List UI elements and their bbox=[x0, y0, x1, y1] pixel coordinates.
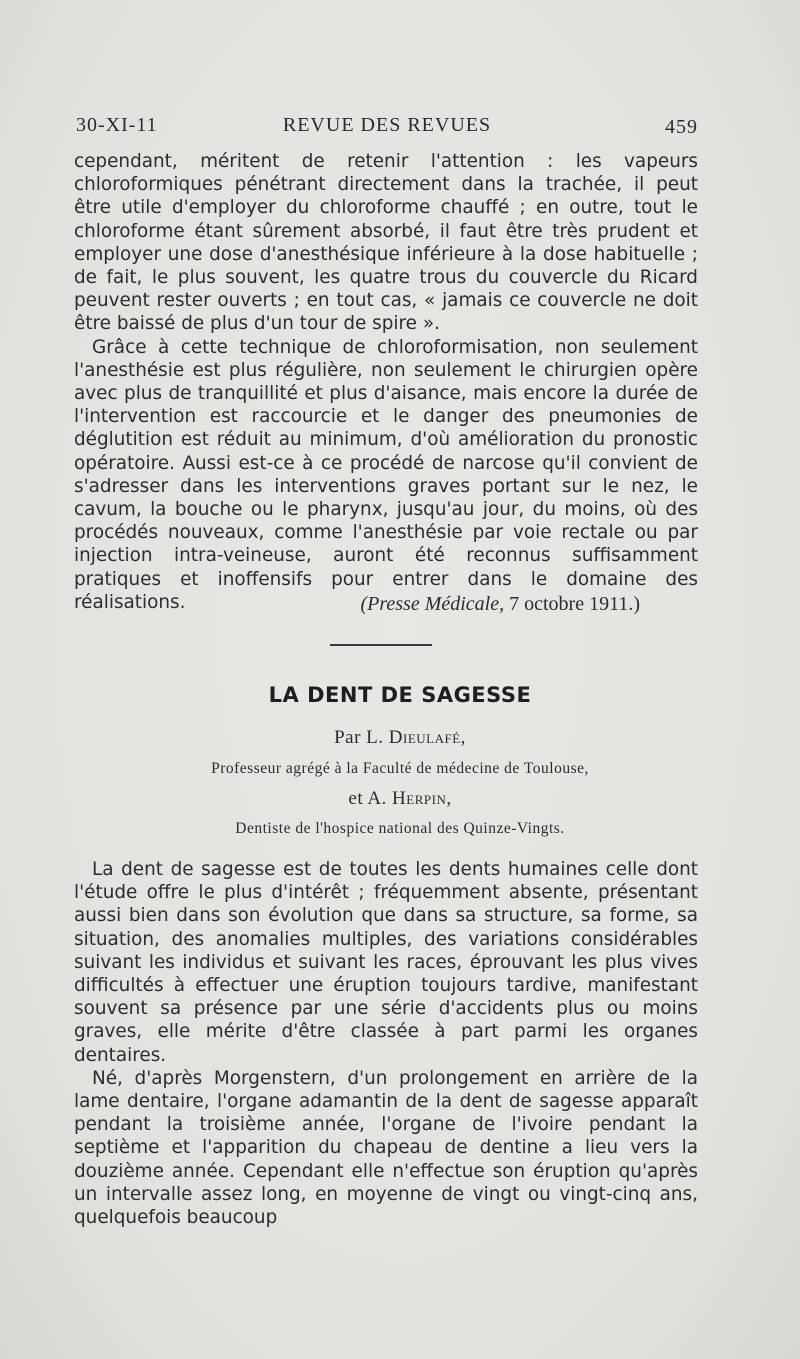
source-citation bbox=[360, 593, 640, 616]
running-header bbox=[76, 114, 698, 144]
paragraph: Né, d'après Morgenstern, d'un prolongement en arrière de la lame dentaire, l'organe adamantin de la dent de sagesse apparaît pendant la troisième année, l'organe de l'ivoire pendant la septième et l'apparition du chapeau de dentine a lieu vers la douzième année. Cependant elle n'effectue son éruption qu'après un intervalle assez long, en moyenne de vingt ou vingt-cinq ans, quelquefois beaucoup bbox=[74, 1067, 698, 1229]
paragraph: La dent de sagesse est de toutes les dents humaines celle dont l'étude offre le plus d'intérêt ; fréquemment absente, présentant aussi bien dans son évolution que dans sa structure, sa forme, sa situation, des anomalies multiples, des variations considérables suivant les individus et suivant les races, éprouvant les plus vives difficultés à effectuer une éruption toujours tardive, manifestant souvent sa présence par une série d'accidents plus ou moins graves, elle mérite d'être classée à part parmi les organes dentaires. bbox=[74, 859, 698, 1066]
article-body bbox=[74, 858, 698, 1229]
author-affiliation: Professeur agrégé à la Faculté de médecine de Toulouse, bbox=[211, 760, 589, 777]
author-prefix: et A. bbox=[348, 788, 387, 809]
issue-date: 30-XI-11 bbox=[76, 114, 158, 136]
page-number: 459 bbox=[665, 116, 698, 138]
paragraph: Grâce à cette technique de chloroformisation, non seulement l'anesthésie est plus régulière, non seulement le chirurgien opère avec plus de tranquillité et plus d'aisance, mais encore la durée de l'intervention est raccourcie et le danger des pneumonies de déglutition est réduit au minimum, d'où amélioration du pronostic opératoire. Aussi est-ce à ce procédé de narcose qu'il convient de s'adresser dans les interventions graves portant sur le nez, le cavum, la bouche ou le pharynx, jusqu'au jour, du moins, où des procédés nouveaux, comme l'anesthésie par voie rectale ou par injection intra-veineuse, auront été reconnus suffisamment pratiques et inoffensifs pour entrer dans le domaine des réalisations. bbox=[74, 336, 698, 613]
article-title: LA DENT DE SAGESSE bbox=[268, 683, 532, 707]
previous-article-text bbox=[74, 150, 698, 614]
journal-section-title: REVUE DES REVUES bbox=[282, 114, 492, 136]
paragraph: cependant, méritent de retenir l'attention : les vapeurs chloroformiques pénétrant directement dans la trachée, il peut être utile d'employer du chloroforme chauffé ; en outre, tout le chloroforme étant sûrement absorbé, il faut être très prudent et employer une dose d'anesthésique inférieure à la dose habituelle ; de fait, le plus souvent, les quatre trous du couvercle du Ricard peuvent rester ouverts ; en tout cas, « jamais ce couvercle ne doit être baissé de plus d'un tour de spire ». bbox=[74, 151, 698, 335]
author-name: Dieulafé, bbox=[388, 727, 466, 748]
author-affiliation: Dentiste de l'hospice national des Quinze-Vingts. bbox=[235, 820, 565, 837]
section-divider bbox=[330, 644, 432, 646]
citation-source: (Presse Médicale, bbox=[360, 593, 505, 615]
author-line bbox=[0, 727, 800, 749]
author-name: Herpin, bbox=[392, 788, 452, 809]
author-prefix: Par L. bbox=[334, 727, 384, 748]
author-line bbox=[0, 788, 800, 810]
citation-date: 7 octobre 1911.) bbox=[509, 593, 640, 615]
